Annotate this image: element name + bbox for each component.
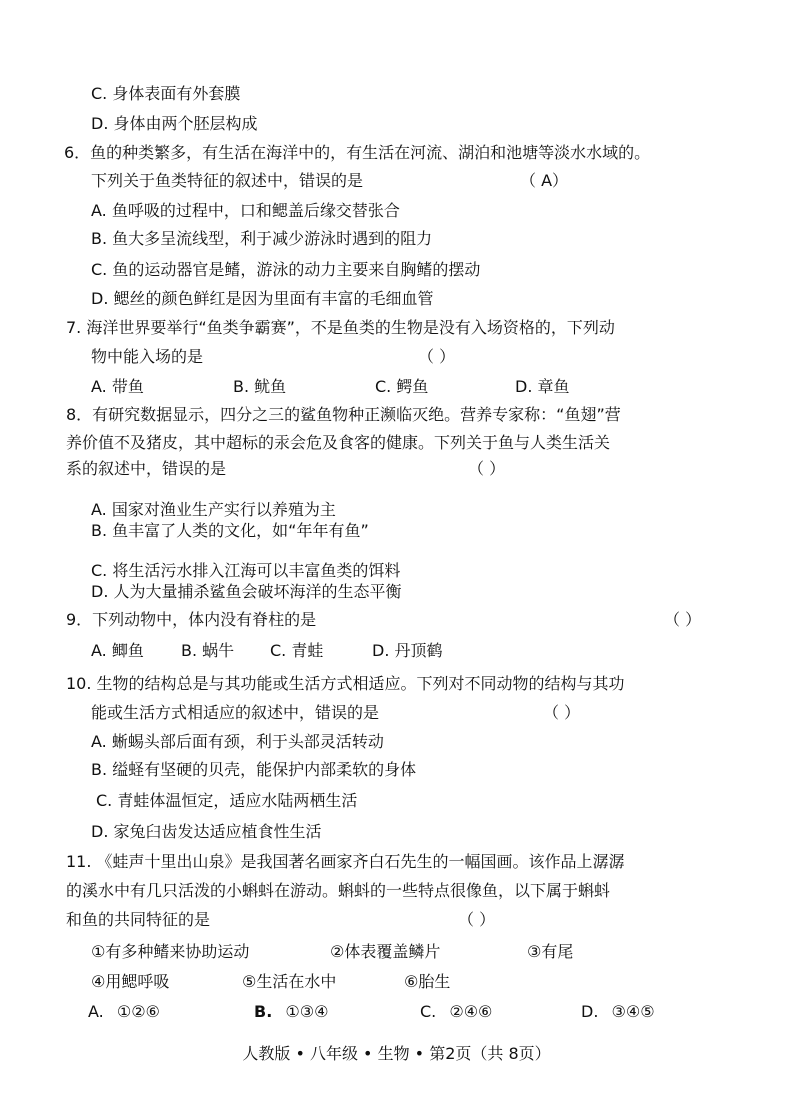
q9-option-d: D. 丹顶鹤 (372, 641, 443, 660)
q8-stem-line3: 系的叙述中，错误的是 (66, 459, 227, 478)
q11-statement-4: ④用鳃呼吸 (91, 972, 170, 991)
q7-answer-bracket: （ ） (418, 347, 456, 366)
q11-statement-3: ③有尾 (527, 942, 574, 961)
q8-option-c: C. 将生活污水排入江海可以丰富鱼类的饵料 (91, 561, 401, 580)
q6-stem-line2: 下列关于鱼类特征的叙述中，错误的是 (91, 171, 364, 190)
q7-option-c: C. 鳄鱼 (375, 377, 429, 396)
q10-answer-bracket: （ ） (543, 703, 581, 722)
q7-stem-line1: 7. 海洋世界要举行“鱼类争霸赛”，不是鱼类的生物是没有入场资格的，下列动 (66, 318, 615, 337)
q11-stem-line1: 11. 《蛙声十里出山泉》是我国著名画家齐白石先生的一幅国画。该作品上潺潺 (66, 852, 625, 871)
q10-stem-line2: 能或生活方式相适应的叙述中，错误的是 (91, 703, 380, 722)
q7-option-a: A. 带鱼 (91, 377, 144, 396)
prev-option-d: D. 身体由两个胚层构成 (91, 114, 258, 133)
q8-stem-line1: 8．有研究数据显示，四分之三的鲨鱼物种正濒临灭绝。营养专家称：“鱼翅”营 (66, 405, 621, 424)
q8-stem-line2: 养价值不及猪皮，其中超标的汞会危及食客的健康。下列关于鱼与人类生活关 (66, 433, 611, 452)
q11-statement-1: ①有多种鳍来协助运动 (91, 942, 250, 961)
q10-option-c: C. 青蛙体温恒定，适应水陆两栖生活 (96, 791, 358, 810)
q8-answer-bracket: （ ） (468, 459, 506, 478)
q6-option-d: D. 鳃丝的颜色鲜红是因为里面有丰富的毛细血管 (91, 289, 434, 308)
q11-option-c-label: C. (420, 1002, 437, 1021)
q11-option-c-value: ②④⑥ (449, 1002, 493, 1021)
q11-option-b (254, 1002, 328, 1022)
q8-option-a: A. 国家对渔业生产实行以养殖为主 (91, 500, 336, 519)
q7-stem-line2: 物中能入场的是 (91, 347, 204, 366)
q8-option-d: D. 人为大量捕杀鲨鱼会破坏海洋的生态平衡 (91, 582, 402, 601)
q8-option-b: B. 鱼丰富了人类的文化，如“年年有鱼” (91, 521, 369, 540)
q9-answer-bracket: （ ） (664, 610, 702, 629)
q11-statement-2: ②体表覆盖鳞片 (330, 942, 441, 961)
q11-option-a (88, 1002, 160, 1022)
q11-option-d-label: D. (581, 1002, 599, 1021)
q10-stem-line1: 10. 生物的结构总是与其功能或生活方式相适应。下列对不同动物的结构与其功 (66, 674, 625, 693)
q11-option-d (581, 1002, 655, 1022)
q11-option-d-value: ③④⑤ (611, 1002, 655, 1021)
q9-option-c: C. 青蛙 (270, 641, 324, 660)
q11-statement-6: ⑥胎生 (404, 972, 451, 991)
q6-answer-bracket: （ A） (520, 171, 569, 190)
q11-stem-line2: 的溪水中有几只活泼的小蝌蚪在游动。蝌蚪的一些特点很像鱼，以下属于蝌蚪 (66, 881, 611, 900)
q10-option-d: D. 家兔臼齿发达适应植食性生活 (91, 822, 322, 841)
q11-option-a-value: ①②⑥ (116, 1002, 160, 1021)
q9-option-b: B. 蜗牛 (181, 641, 235, 660)
q11-option-b-value: ①③④ (285, 1002, 329, 1021)
q11-stem-line3: 和鱼的共同特征的是 (66, 910, 211, 929)
q6-option-b: B. 鱼大多呈流线型，利于减少游泳时遇到的阻力 (91, 229, 433, 248)
q6-option-a: A. 鱼呼吸的过程中，口和鳃盖后缘交替张合 (91, 201, 400, 220)
q11-option-c (420, 1002, 492, 1022)
page-footer: 人教版 • 八年级 • 生物 • 第2页（共 8页） (242, 1044, 551, 1063)
q6-stem-line1: 6．鱼的种类繁多，有生活在海洋中的，有生活在河流、湖泊和池塘等淡水水域的。 (64, 143, 651, 162)
q6-option-c: C. 鱼的运动器官是鳍，游泳的动力主要来自胸鳍的摆动 (91, 260, 481, 279)
q11-statement-5: ⑤生活在水中 (242, 972, 337, 991)
q10-option-b: B. 缢蛏有坚硬的贝壳，能保护内部柔软的身体 (91, 760, 417, 779)
q9-option-a: A. 鲫鱼 (91, 641, 144, 660)
q7-option-b: B. 鱿鱼 (233, 377, 287, 396)
prev-option-c: C. 身体表面有外套膜 (91, 84, 241, 103)
q11-answer-bracket: （ ） (458, 910, 496, 929)
q7-option-d: D. 章鱼 (515, 377, 570, 396)
q11-option-a-label: A. (88, 1002, 104, 1021)
q11-option-b-label: B. (254, 1002, 273, 1021)
q9-stem: 9．下列动物中，体内没有脊柱的是 (66, 610, 317, 629)
q10-option-a: A. 蜥蜴头部后面有颈，利于头部灵活转动 (91, 732, 384, 751)
